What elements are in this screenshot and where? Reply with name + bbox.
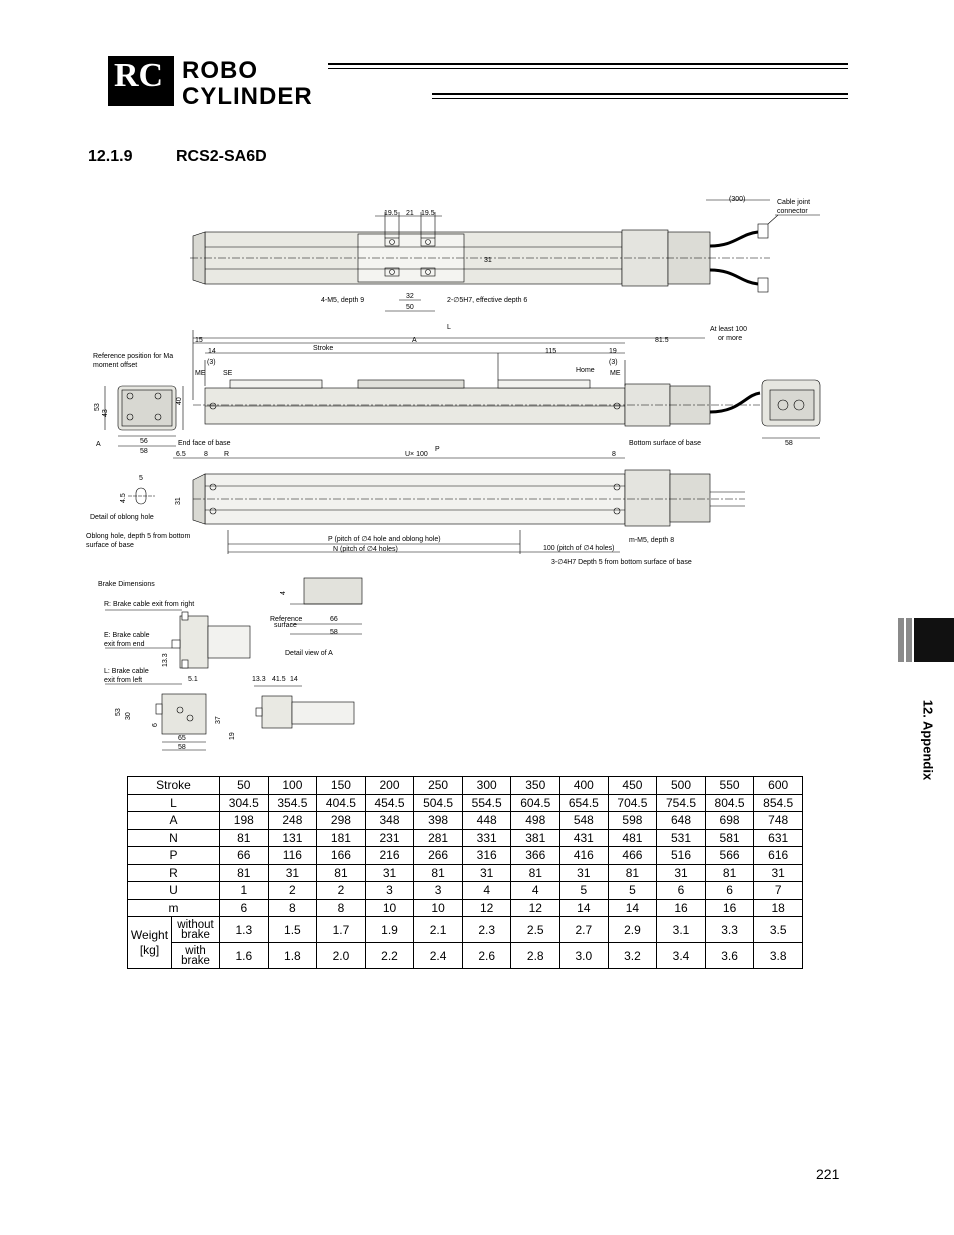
table-cell: 316 [462, 847, 511, 865]
table-cell: 8 [317, 899, 366, 917]
label-P-pitch: P (pitch of ∅4 hole and oblong hole) [328, 536, 441, 543]
table-cell: 648 [657, 812, 706, 830]
table-row [128, 812, 803, 830]
table-cell: 654.5 [560, 794, 609, 812]
label-ME-left: ME [195, 370, 206, 377]
table-cell: 1.6 [220, 943, 269, 969]
table-cell: 12 [462, 899, 511, 917]
table-cell: 81 [608, 864, 657, 882]
weight-sub-label [172, 917, 220, 943]
label-dim-8-left: 8 [204, 451, 208, 458]
table-cell: 298 [317, 812, 366, 830]
table-cell: 1 [220, 882, 269, 900]
label-dim-19-brake: 19 [229, 732, 236, 740]
label-dim-13-3-brake: 13.3 [162, 653, 169, 667]
label-ref-position-1: Reference position for Ma [93, 353, 174, 360]
label-dim-14: 14 [208, 348, 216, 355]
label-oblong-hole-2: surface of base [86, 542, 134, 549]
label-reference-surface-1: Reference [270, 616, 303, 623]
table-cell: 404.5 [317, 794, 366, 812]
table-row-label: N [128, 829, 220, 847]
table-cell: 81 [414, 864, 463, 882]
table-cell: 231 [365, 829, 414, 847]
section-heading [88, 148, 267, 166]
label-dim-5-1: 5.1 [188, 676, 198, 683]
label-stroke: Stroke [313, 345, 334, 352]
label-dim-40: 40 [176, 397, 183, 405]
table-cell: 18 [754, 899, 803, 917]
table-cell: 381 [511, 829, 560, 847]
table-cell: 1.5 [268, 917, 317, 943]
table-row [128, 847, 803, 865]
table-header-stroke: 250 [414, 777, 463, 795]
table-cell: 1.9 [365, 917, 414, 943]
table-cell: 598 [608, 812, 657, 830]
table-cell: 431 [560, 829, 609, 847]
label-dim-15: 15 [195, 337, 203, 344]
label-detail-view: Detail view of A [285, 650, 333, 657]
label-brake-dimensions: Brake Dimensions [98, 581, 155, 588]
table-row [128, 899, 803, 917]
table-cell: 604.5 [511, 794, 560, 812]
label-ref-position-2: moment offset [93, 362, 138, 369]
table-cell: 12 [511, 899, 560, 917]
table-cell: 616 [754, 847, 803, 865]
table-cell: 2.7 [560, 917, 609, 943]
label-dim-8-right: 8 [612, 451, 616, 458]
logo-word-robo: ROBO [182, 57, 258, 84]
table-cell: 4 [511, 882, 560, 900]
table-cell: 3.0 [560, 943, 609, 969]
table-cell: 31 [268, 864, 317, 882]
table-header-stroke: 550 [705, 777, 754, 795]
table-cell: 354.5 [268, 794, 317, 812]
label-cable-length: (300) [729, 196, 746, 203]
table-cell: 2.0 [317, 943, 366, 969]
section-number: 12.1.9 [88, 148, 133, 165]
table-cell: 748 [754, 812, 803, 830]
label-top-dim-2: 21 [406, 210, 414, 217]
label-dim-65: 65 [178, 735, 186, 742]
table-cell: 6 [657, 882, 706, 900]
weight-sub-label-line-1: with [185, 944, 206, 957]
table-cell: 7 [754, 882, 803, 900]
table-row [128, 882, 803, 900]
table-row-label: U [128, 882, 220, 900]
label-brake-R: R: Brake cable exit from right [104, 601, 195, 608]
header-rule-bottom [432, 93, 848, 95]
table-cell: 448 [462, 812, 511, 830]
header-rule-bottom-thin [432, 98, 848, 99]
table-row-label: m [128, 899, 220, 917]
appendix-tab-text: 12. Appendix [920, 699, 936, 781]
label-dim-58-detail: 58 [330, 629, 338, 636]
table-cell: 10 [414, 899, 463, 917]
table-header-stroke: 150 [317, 777, 366, 795]
label-dim-58-brake: 58 [178, 744, 186, 751]
label-holes-4H7: 3-∅4H7 Depth 5 from bottom surface of base [551, 559, 692, 566]
label-home: Home [576, 367, 595, 374]
label-top-dim-1: 19.5 [384, 210, 398, 217]
table-cell: 2.9 [608, 917, 657, 943]
table-cell: 516 [657, 847, 706, 865]
table-cell: 6 [705, 882, 754, 900]
table-cell: 531 [657, 829, 706, 847]
table-cell: 66 [220, 847, 269, 865]
table-cell: 504.5 [414, 794, 463, 812]
label-brake-E-2: exit from end [104, 641, 145, 648]
table-row [128, 777, 803, 795]
label-R: R [224, 451, 230, 458]
label-cable-joint-2: connector [777, 208, 808, 215]
table-header-stroke: 500 [657, 777, 706, 795]
table-cell: 398 [414, 812, 463, 830]
table-cell: 2.3 [462, 917, 511, 943]
table-cell: 1.7 [317, 917, 366, 943]
weight-sub-label-line-2: brake [181, 954, 210, 967]
table-cell: 366 [511, 847, 560, 865]
dimension-drawing [0, 190, 954, 770]
table-row [128, 829, 803, 847]
table-cell: 216 [365, 847, 414, 865]
table-cell: 81 [705, 864, 754, 882]
table-header-stroke: 600 [754, 777, 803, 795]
header-rule-top [328, 63, 848, 65]
table-cell: 2.6 [462, 943, 511, 969]
table-cell: 2.1 [414, 917, 463, 943]
label-end-face: End face of base [178, 440, 231, 447]
label-dim-31: 31 [484, 257, 492, 264]
table-header-stroke: 200 [365, 777, 414, 795]
label-dim-5: 5 [139, 475, 143, 482]
table-cell: 6 [220, 899, 269, 917]
table-cell: 14 [560, 899, 609, 917]
weight-label [128, 917, 172, 969]
table-header-stroke: 300 [462, 777, 511, 795]
label-dim-32: 32 [406, 293, 414, 300]
table-cell: 704.5 [608, 794, 657, 812]
page-number: 221 [816, 1166, 840, 1182]
table-row-label: R [128, 864, 220, 882]
table-cell: 16 [657, 899, 706, 917]
logo-letter-r: RC [114, 57, 164, 94]
label-dim-4: 4 [280, 591, 287, 595]
table-cell: 498 [511, 812, 560, 830]
weight-sub-label-line-2: brake [181, 928, 210, 941]
label-dim-58-right: 58 [785, 440, 793, 447]
table-row [128, 864, 803, 882]
table-cell: 2.8 [511, 943, 560, 969]
table-cell: 3.4 [657, 943, 706, 969]
weight-sub-label [172, 943, 220, 969]
table-cell: 566 [705, 847, 754, 865]
table-cell: 304.5 [220, 794, 269, 812]
label-detail-oblong: Detail of oblong hole [90, 514, 154, 521]
label-dim-19: 19 [609, 348, 617, 355]
label-dim-50: 50 [406, 304, 414, 311]
table-cell: 198 [220, 812, 269, 830]
label-dim-13-3: 13.3 [252, 676, 266, 683]
table-cell: 3.2 [608, 943, 657, 969]
weight-sub-label-line-1: without [177, 918, 214, 931]
table-cell: 2.2 [365, 943, 414, 969]
section-title: RCS2-SA6D [176, 148, 267, 165]
table-cell: 466 [608, 847, 657, 865]
table-cell: 248 [268, 812, 317, 830]
table-cell: 581 [705, 829, 754, 847]
table-cell: 416 [560, 847, 609, 865]
table-cell: 16 [705, 899, 754, 917]
table-cell: 166 [317, 847, 366, 865]
table-cell: 31 [657, 864, 706, 882]
table-cell: 548 [560, 812, 609, 830]
label-dim-14-brake: 14 [290, 676, 298, 683]
table-header-stroke: 450 [608, 777, 657, 795]
table-cell: 554.5 [462, 794, 511, 812]
label-A: A [412, 337, 417, 344]
label-bottom-surface: Bottom surface of base [629, 440, 701, 447]
label-pitch-100: 100 (pitch of ∅4 holes) [543, 545, 615, 552]
label-dim-43: 43 [102, 409, 109, 417]
label-pin-holes: 2-∅5H7, effective depth 6 [447, 297, 528, 304]
label-SE: SE [223, 370, 233, 377]
label-at-least-2: or more [718, 335, 743, 342]
table-cell: 754.5 [657, 794, 706, 812]
table-cell: 31 [462, 864, 511, 882]
label-oblong-hole-1: Oblong hole, depth 5 from bottom [86, 533, 191, 540]
weight-label-line-2: [kg] [139, 942, 160, 957]
label-top-dim-3: 19.5 [421, 210, 435, 217]
table-cell: 631 [754, 829, 803, 847]
table-cell: 481 [608, 829, 657, 847]
label-tapped-holes: 4-M5, depth 9 [321, 297, 365, 304]
table-row [128, 794, 803, 812]
table-cell: 1.3 [220, 917, 269, 943]
table-cell: 5 [608, 882, 657, 900]
label-dim-115: 115 [545, 348, 557, 355]
table-cell: 4 [462, 882, 511, 900]
table-cell: 1.8 [268, 943, 317, 969]
label-dim-53-brake: 53 [115, 708, 122, 716]
table-cell: 2 [268, 882, 317, 900]
label-dim-30: 30 [125, 712, 132, 720]
table-cell: 3.5 [754, 917, 803, 943]
table-row-label: L [128, 794, 220, 812]
table-cell: 81 [317, 864, 366, 882]
label-P-sup: P [435, 446, 440, 453]
table-header-stroke: 400 [560, 777, 609, 795]
label-brake-L-1: L: Brake cable [104, 668, 149, 675]
specification-table [127, 776, 803, 969]
label-m-M5: m-M5, depth 8 [629, 537, 675, 544]
table-header-stroke: 350 [511, 777, 560, 795]
table-row [128, 917, 803, 943]
label-brake-E-1: E: Brake cable [104, 632, 150, 639]
table-cell: 81 [220, 829, 269, 847]
table-row-label: P [128, 847, 220, 865]
table-cell: 31 [560, 864, 609, 882]
table-header-label: Stroke [128, 777, 220, 795]
table-cell: 2.5 [511, 917, 560, 943]
label-N-pitch: N (pitch of ∅4 holes) [333, 546, 398, 553]
appendix-tab-marker [898, 618, 954, 662]
table-cell: 3.3 [705, 917, 754, 943]
table-cell: 3.8 [754, 943, 803, 969]
table-cell: 14 [608, 899, 657, 917]
table-header-stroke: 50 [220, 777, 269, 795]
appendix-tab-label [908, 680, 948, 800]
table-cell: 81 [511, 864, 560, 882]
label-dim-66: 66 [330, 616, 338, 623]
table-cell: 3 [414, 882, 463, 900]
table-cell: 2 [317, 882, 366, 900]
weight-label-line-1: Weight [130, 927, 169, 942]
label-U-pitch: U× 100 [405, 451, 428, 458]
table-cell: 116 [268, 847, 317, 865]
label-brake-L-2: exit from left [104, 677, 143, 684]
label-A-mark: A [96, 441, 101, 448]
table-cell: 348 [365, 812, 414, 830]
logo-word-cylinder: CYLINDER [182, 83, 313, 106]
label-dim-58: 58 [140, 448, 148, 455]
table-cell: 8 [268, 899, 317, 917]
table-cell: 181 [317, 829, 366, 847]
label-dim-3-left: (3) [207, 359, 216, 366]
table-cell: 804.5 [705, 794, 754, 812]
label-dim-37: 37 [215, 716, 222, 724]
label-dim-41-5: 41.5 [272, 676, 286, 683]
label-reference-surface-2: surface [274, 622, 297, 629]
label-dim-6: 6 [152, 723, 159, 727]
label-L: L [447, 324, 451, 331]
label-at-least-1: At least 100 [710, 326, 747, 333]
table-cell: 266 [414, 847, 463, 865]
table-cell: 131 [268, 829, 317, 847]
table-cell: 454.5 [365, 794, 414, 812]
label-ME-right: ME [610, 370, 621, 377]
table-cell: 5 [560, 882, 609, 900]
table-row [128, 943, 803, 969]
label-dim-6-5: 6.5 [176, 451, 186, 458]
table-cell: 81 [220, 864, 269, 882]
table-cell: 3.1 [657, 917, 706, 943]
table-cell: 3.6 [705, 943, 754, 969]
table-cell: 31 [365, 864, 414, 882]
table-header-stroke: 100 [268, 777, 317, 795]
table-cell: 331 [462, 829, 511, 847]
table-cell: 3 [365, 882, 414, 900]
table-cell: 31 [754, 864, 803, 882]
label-oblong-dim: 4.5 [120, 493, 127, 503]
table-cell: 281 [414, 829, 463, 847]
label-dim-3-right: (3) [609, 359, 618, 366]
table-cell: 10 [365, 899, 414, 917]
table-cell: 698 [705, 812, 754, 830]
label-dim-31-bottom: 31 [175, 497, 182, 505]
table-cell: 854.5 [754, 794, 803, 812]
label-dim-81-5: 81.5 [655, 337, 669, 344]
label-dim-56: 56 [140, 438, 148, 445]
label-dim-53: 53 [94, 403, 101, 411]
label-cable-joint-1: Cable joint [777, 199, 811, 206]
header-rule-top-thin [328, 68, 848, 69]
table-cell: 2.4 [414, 943, 463, 969]
table-row-label: A [128, 812, 220, 830]
